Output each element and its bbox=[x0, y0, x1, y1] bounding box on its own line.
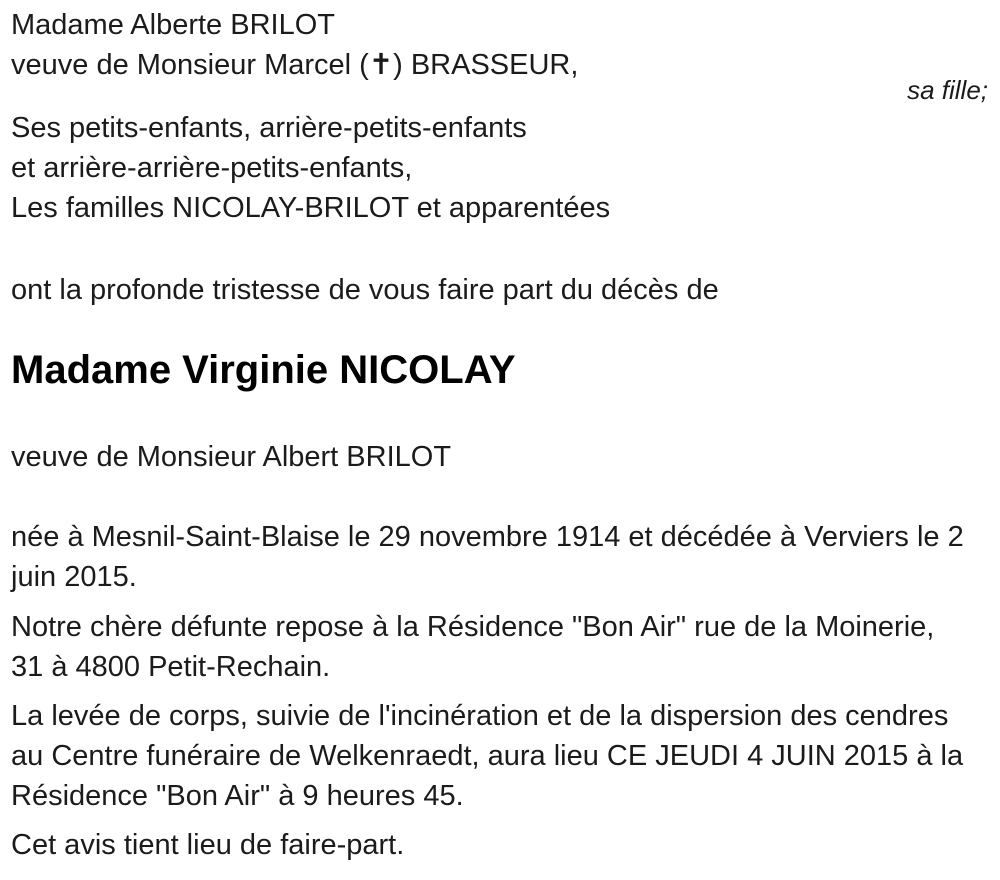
descendants-list bbox=[11, 108, 610, 228]
paragraph-line: La levée de corps, suivie de l'incinération et de la dispersion des cendres bbox=[11, 700, 949, 732]
paragraph-line: au Centre funéraire de Welkenraedt, aura lieu CE JEUDI 4 JUIN 2015 à la bbox=[11, 740, 964, 772]
paragraph-line: 31 à 4800 Petit-Rechain. bbox=[11, 651, 331, 683]
paragraph-line: juin 2015. bbox=[11, 561, 137, 593]
paragraph-line: née à Mesnil-Saint-Blaise le 29 novembre 1914 et décédée à Verviers le 2 bbox=[11, 521, 964, 553]
relation-label: sa fille; bbox=[907, 75, 988, 105]
descendants-line: Ses petits-enfants, arrière-petits-enfants bbox=[11, 112, 527, 144]
deceased-name: Madame Virginie NICOLAY bbox=[11, 348, 516, 392]
announcement-text: ont la profonde tristesse de vous faire part du décès de bbox=[11, 274, 719, 306]
family-intro-name: Madame Alberte BRILOT bbox=[11, 9, 335, 41]
descendants-line: Les familles NICOLAY-BRILOT et apparentées bbox=[11, 192, 611, 224]
repose-paragraph bbox=[11, 607, 934, 687]
paragraph-line: Notre chère défunte repose à la Résidence "Bon Air" rue de la Moinerie, bbox=[11, 611, 935, 643]
birth-death-paragraph bbox=[11, 517, 964, 597]
descendants-line: et arrière-arrière-petits-enfants, bbox=[11, 152, 413, 184]
paragraph-line: Résidence "Bon Air" à 9 heures 45. bbox=[11, 780, 464, 812]
ceremony-paragraph bbox=[11, 696, 963, 816]
widow-of-text: veuve de Monsieur Albert BRILOT bbox=[11, 441, 452, 473]
family-intro-spouse: veuve de Monsieur Marcel (✝) BRASSEUR, bbox=[11, 49, 579, 81]
closing-text: Cet avis tient lieu de faire-part. bbox=[11, 829, 405, 861]
family-intro bbox=[11, 5, 578, 85]
